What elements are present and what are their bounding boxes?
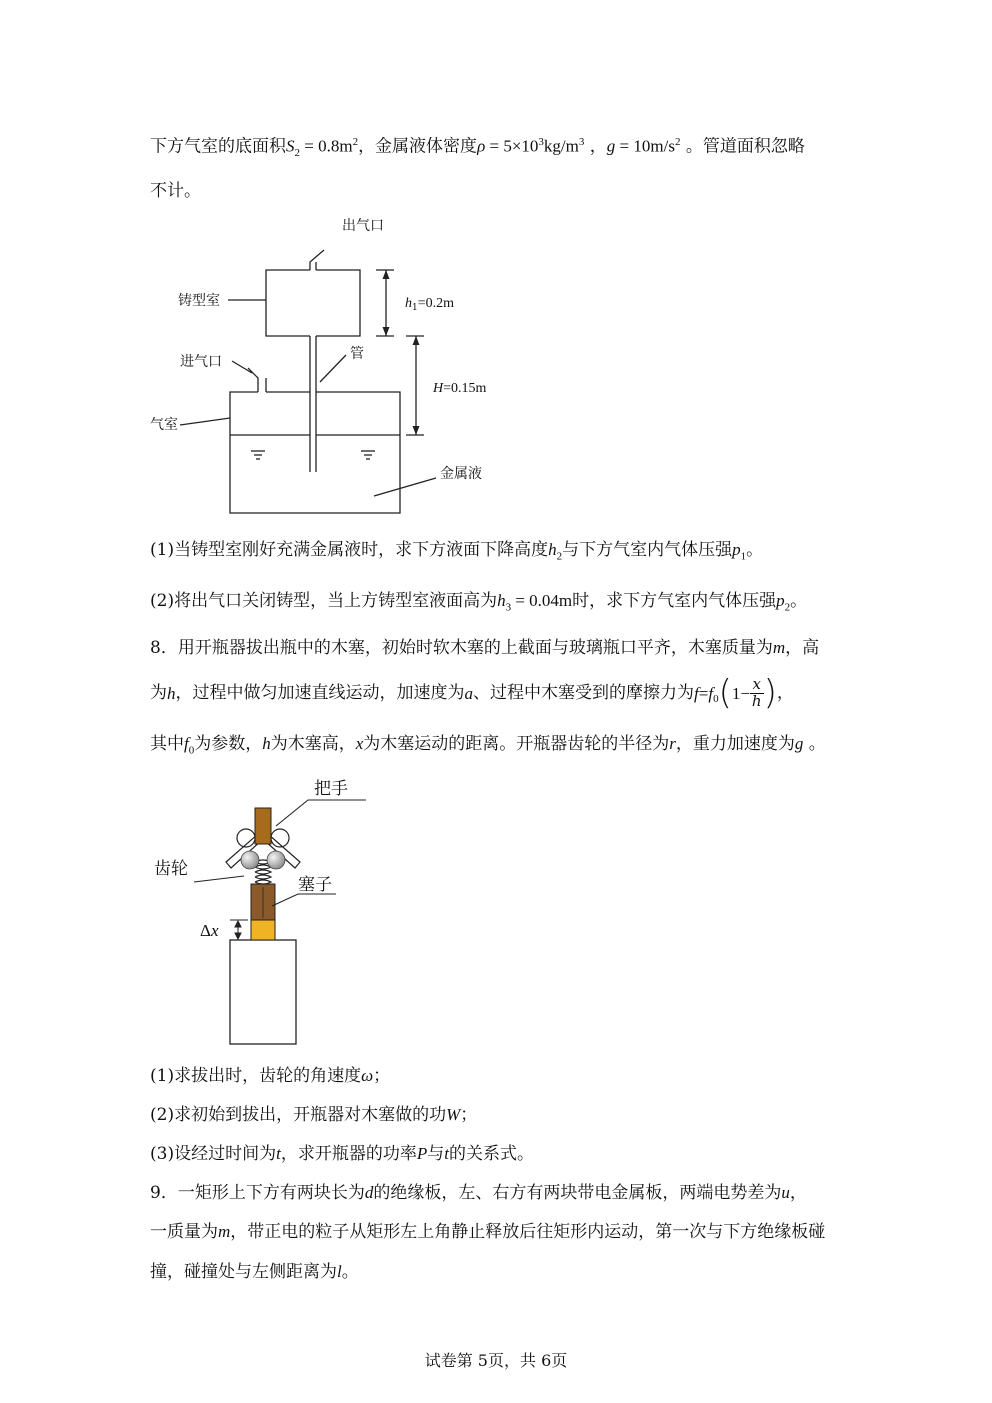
var-P: P <box>416 1144 428 1163</box>
text: ，带正电的粒子从矩形左上角静止释放后往矩形内运动，第一次与下方绝缘板碰 <box>230 1222 826 1242</box>
sub: 2 <box>784 601 791 614</box>
var-h: h <box>497 591 506 610</box>
var-h: h <box>262 734 271 753</box>
var-f: f <box>184 734 189 753</box>
sub: 2 <box>556 550 563 563</box>
dx-arrow-down <box>235 933 241 939</box>
var-h: h <box>167 683 176 703</box>
var-h: h <box>548 540 557 559</box>
mold-left <box>266 270 310 336</box>
paren-right: ) <box>763 673 777 713</box>
H-val: =0.15m <box>443 381 487 396</box>
text: 8．用开瓶器拔出瓶中的木塞，初始时软木塞的上截面与玻璃瓶口平齐，木塞质量为 <box>150 638 773 658</box>
q8-part1 <box>150 1067 390 1085</box>
text: 。管道面积忽略 <box>680 136 805 157</box>
text: 一质量为 <box>150 1222 218 1242</box>
leader-pipe <box>320 355 346 382</box>
leader-chamber <box>180 418 230 425</box>
var-m: m <box>218 1222 231 1241</box>
text: 与下方气室内气体压强 <box>562 540 733 560</box>
text: 为参数， <box>194 734 263 754</box>
var-omega: ω <box>361 1066 374 1085</box>
outlet-label: 出气口 <box>342 218 384 234</box>
text: 为 <box>150 682 167 703</box>
var-W: W <box>446 1105 461 1124</box>
leader-cork <box>272 894 336 906</box>
text: 。 <box>790 591 808 611</box>
text: 。 <box>341 1262 359 1282</box>
text: 。 <box>803 734 826 754</box>
h1-val: =0.2m <box>417 296 455 311</box>
text: ， <box>584 136 607 157</box>
text: 为木塞运动的距离。开瓶器齿轮的半径为 <box>363 734 670 754</box>
var-t: t <box>444 1144 449 1163</box>
var-f: f <box>694 683 699 703</box>
text: ，过程中做匀加速直线运动，加速度为 <box>175 682 465 703</box>
text: 为木塞高， <box>270 734 356 754</box>
sup: 2 <box>352 136 359 148</box>
text: 9．一矩形上下方有两块长为 <box>150 1183 365 1203</box>
q7-part1 <box>150 541 763 562</box>
var-r: r <box>669 734 676 753</box>
h1-sub: 1 <box>412 303 418 313</box>
var-t: t <box>276 1144 281 1163</box>
pipe-label: 管 <box>350 346 364 362</box>
spring-coil <box>255 870 271 874</box>
text: 。 <box>746 540 764 560</box>
var-x: x <box>355 734 364 753</box>
text: (3)设经过时间为 <box>150 1144 277 1164</box>
text: ， <box>789 1183 807 1203</box>
gear-ball-right <box>267 851 285 869</box>
q8-part3 <box>150 1145 534 1163</box>
leader-inlet <box>232 361 252 373</box>
mold-label: 铸型室 <box>178 293 220 309</box>
sub: 2 <box>294 147 300 160</box>
var-d: d <box>364 1183 374 1202</box>
equals: = <box>698 683 709 703</box>
q8-line-1 <box>150 639 819 657</box>
handle-label: 把手 <box>314 779 348 799</box>
value: = 10m/s <box>615 136 675 156</box>
inlet-label: 进气口 <box>180 354 222 370</box>
dx-label <box>200 921 219 940</box>
var-u: u <box>781 1183 790 1202</box>
mold-right <box>316 270 360 336</box>
outlet-tube <box>310 250 324 270</box>
arrow <box>383 270 390 279</box>
text: 时，求下方气室内气体压强 <box>572 591 777 611</box>
arrow <box>413 426 420 435</box>
text: 与 <box>427 1144 445 1164</box>
spring-coil <box>255 880 271 884</box>
var-l: l <box>337 1262 342 1281</box>
var-rho: ρ <box>477 136 486 156</box>
text: 的绝缘板，左、右方有两块带电金属板，两端电势差为 <box>373 1183 782 1203</box>
unit: kg/m <box>543 136 579 156</box>
q9-line-3 <box>150 1263 359 1281</box>
dx-var: x <box>210 921 219 940</box>
text: 下方气室的底面积 <box>150 136 286 157</box>
one-minus: 1− <box>731 683 750 703</box>
text: 其中 <box>150 734 184 754</box>
sup: 2 <box>674 136 681 148</box>
text: ； <box>373 1066 391 1086</box>
sub: 0 <box>188 744 195 757</box>
sub: 1 <box>740 550 747 563</box>
sup: 3 <box>578 136 585 148</box>
var-a: a <box>464 683 473 703</box>
text: (2)将出气口关闭铸型，当上方铸型室液面高为 <box>150 591 498 611</box>
text: ，金属液体密度 <box>358 136 478 157</box>
h1-var: h <box>405 296 412 311</box>
text: ， <box>776 682 794 703</box>
sub: 0 <box>713 692 719 705</box>
metal-label: 金属液 <box>440 466 482 482</box>
denominator: h <box>751 691 762 710</box>
intro-line-2: 不计。 <box>150 181 201 201</box>
text: (2)求初始到拔出，开瓶器对木塞做的功 <box>150 1105 447 1125</box>
var-S: S <box>286 136 295 156</box>
var-m: m <box>772 638 786 657</box>
H-var: H <box>433 381 444 396</box>
text: 、过程中木塞受到的摩擦力为 <box>473 682 694 703</box>
cork-label: 塞子 <box>298 875 332 895</box>
value: = 0.04m <box>511 591 573 610</box>
var-p: p <box>732 540 741 559</box>
spring-coil <box>255 875 271 879</box>
dx-delta: Δ <box>200 921 211 940</box>
var-f0: f <box>708 683 714 703</box>
text: 撞，碰撞处与左侧距离为 <box>150 1262 337 1282</box>
gas-chamber <box>230 392 400 513</box>
leader-gear <box>194 876 244 882</box>
page-footer: 试卷第 5页，共 6页 <box>424 1351 568 1370</box>
handle <box>255 808 271 844</box>
q8-line-3 <box>150 735 826 756</box>
sub: 3 <box>505 601 512 614</box>
bottle-opener-diagram <box>148 772 373 1047</box>
text: (1)当铸型室刚好充满金属液时，求下方液面下降高度 <box>150 540 549 560</box>
leader-handle <box>276 800 366 826</box>
H-label <box>432 381 487 396</box>
q9-line-2 <box>150 1223 825 1241</box>
numerator: x <box>750 677 764 694</box>
q7-part2 <box>150 592 807 613</box>
leader-metal <box>374 478 436 496</box>
chamber-label: 气室 <box>150 417 178 433</box>
value: = 5×10 <box>485 136 539 156</box>
q8-part2 <box>150 1106 477 1124</box>
text: ，求开瓶器的功率 <box>280 1144 417 1164</box>
arrow <box>383 327 390 336</box>
q9-line-1 <box>150 1184 807 1202</box>
fraction-x-over-h <box>750 674 764 710</box>
value: = 0.8m <box>300 136 353 156</box>
h1-label <box>405 296 454 313</box>
sup: 3 <box>538 136 544 148</box>
casting-diagram <box>148 210 498 520</box>
arrow <box>413 336 420 345</box>
text: 的关系式。 <box>448 1144 534 1164</box>
text: ，高 <box>785 638 820 658</box>
paren-left: ( <box>718 673 732 713</box>
cork-bottom <box>251 920 275 940</box>
dx-arrow-up <box>235 921 241 927</box>
gear-ball-left <box>241 851 259 869</box>
var-g: g <box>794 734 804 753</box>
text: ，重力加速度为 <box>675 734 795 754</box>
bottle <box>230 940 296 1044</box>
text: ； <box>460 1105 478 1125</box>
gear-label: 齿轮 <box>154 859 188 879</box>
q8-line-2 <box>150 670 794 716</box>
intro-line-1 <box>150 137 805 159</box>
text: (1)求拔出时，齿轮的角速度 <box>150 1066 362 1086</box>
var-g: g <box>606 136 616 156</box>
var-p: p <box>776 591 785 610</box>
